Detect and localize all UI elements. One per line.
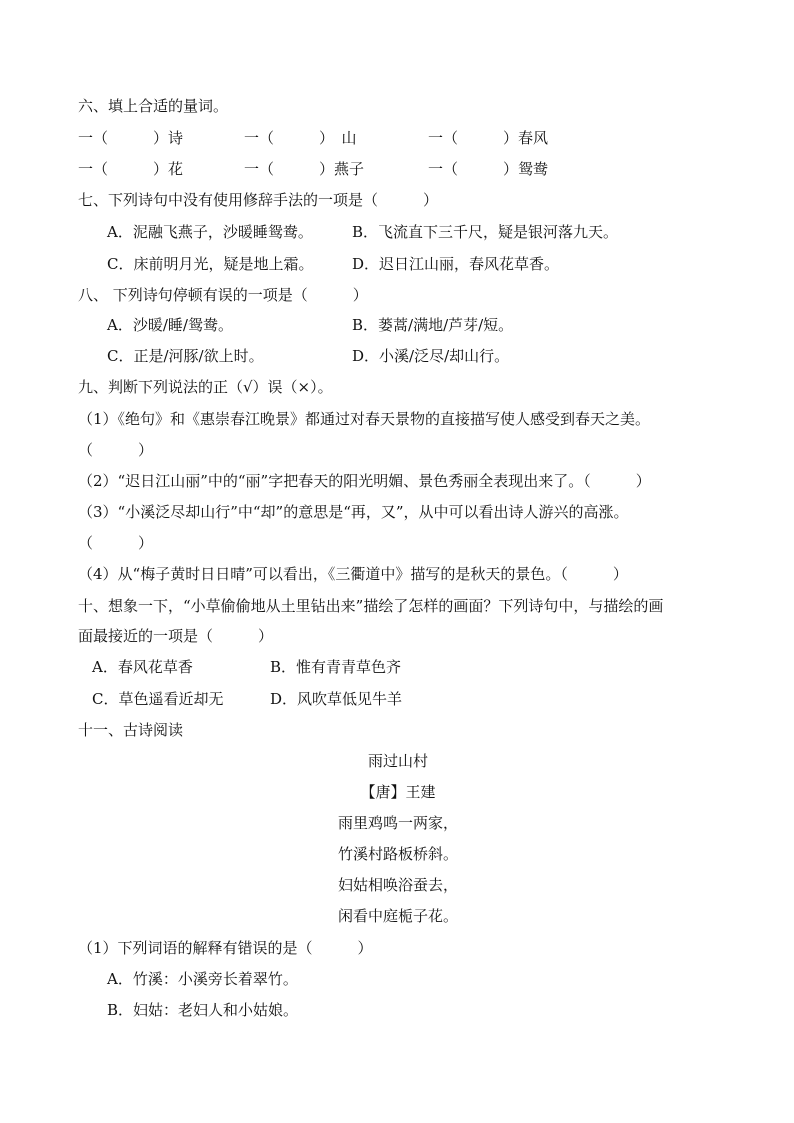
measure-word-item: 一（ ）鸳鸯 [428,160,549,178]
option-d: D．风吹草低见牛羊 [270,690,403,708]
measure-word-item: 一（ ）春风 [428,129,549,147]
judgement-item: （1）《绝句》和《惠崇春江晚景》都通过对春天景物的直接描写使人感受到春天之美。 [78,410,651,428]
section-8-heading: 八、 下列诗句停顿有误的一项是（ ） [78,286,368,304]
section-7-heading: 七、下列诗句中没有使用修辞手法的一项是（ ） [78,191,439,209]
option-b: B．惟有青青草色齐 [270,658,402,676]
option-b: B．蒌蒿/满地/芦芽/短。 [352,316,514,334]
option-d: D．迟日江山丽，春风花草香。 [352,255,560,273]
poem-title: 雨过山村 [367,752,428,770]
option-b: B．妇姑：老妇人和小姑娘。 [107,1001,299,1019]
section-9-heading: 九、判断下列说法的正（√）误（×）。 [78,378,333,396]
option-a: A．竹溪：小溪旁长着翠竹。 [107,970,298,988]
section-11-heading: 十一、古诗阅读 [78,721,184,739]
measure-word-item: 一（ ）燕子 [244,160,365,178]
option-c: C．草色遥看近却无 [92,690,224,708]
measure-word-item: 一（ ） 山 [244,129,357,147]
option-a: A．泥融飞燕子，沙暖睡鸳鸯。 [107,223,313,241]
measure-word-item: 一（ ）花 [78,160,184,178]
section-10-heading-cont: 面最接近的一项是（ ） [78,627,274,645]
question-1: （1）下列词语的解释有错误的是（ ） [78,939,373,957]
poem-line: 雨里鸡鸣一两家， [337,814,458,832]
option-c: C．正是/河豚/欲上时。 [107,347,264,365]
section-10-heading: 十、想象一下，“小草偷偷地从土里钻出来”描绘了怎样的画面？下列诗句中，与描绘的画 [78,597,664,615]
poem-line: 闲看中庭栀子花。 [337,907,458,925]
option-b: B．飞流直下三千尺，疑是银河落九天。 [352,223,619,241]
option-d: D．小溪/泛尽/却山行。 [352,347,510,365]
judgement-item: （2）“迟日江山丽”中的“丽”字把春天的阳光明媚、景色秀丽全表现出来了。（ ） [78,472,651,490]
poem-line: 竹溪村路板桥斜。 [337,845,458,863]
option-a: A．沙暖/睡/鸳鸯。 [107,316,233,334]
answer-blank: （ ） [78,441,154,459]
judgement-item: （3）“小溪泛尽却山行”中“却”的意思是“再，又”，从中可以看出诗人游兴的高涨。 [78,503,629,521]
section-6-heading: 六、填上合适的量词。 [78,97,229,115]
poem-author: 【唐】王建 [360,783,436,801]
measure-word-item: 一（ ）诗 [78,129,184,147]
option-a: A．春风花草香 [92,658,193,676]
answer-blank: （ ） [78,534,154,552]
poem-line: 妇姑相唤浴蚕去， [337,876,458,894]
option-c: C．床前明月光，疑是地上霜。 [107,255,314,273]
judgement-item: （4）从“梅子黄时日日晴”可以看出，《三衢道中》描写的是秋天的景色。（ ） [78,565,628,583]
